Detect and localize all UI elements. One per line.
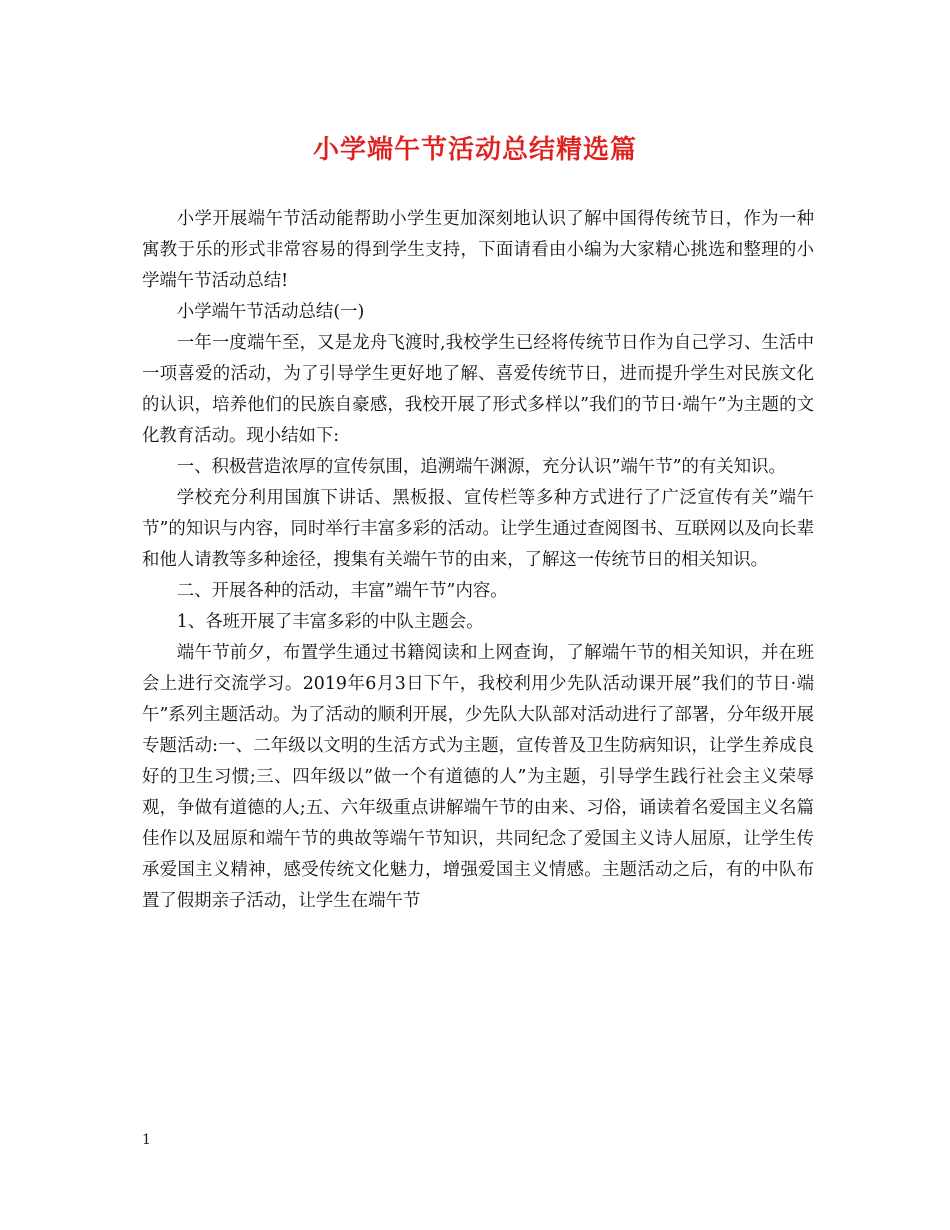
subheading-two: 二、开展各种的活动，丰富”端午节”内容。 [176,581,508,601]
document-body [142,204,814,917]
intro-paragraph: 小学开展端午节活动能帮助小学生更加深刻地认识了解中国得传统节日，作为一种寓教于乐的形式非常容易的得到学生支持，下面请看由小编为大家精心挑选和整理的小学端午节活动总结! [142,209,814,291]
body-paragraph: 学校充分利用国旗下讲话、黑板报、宣传栏等多种方式进行了广泛宣传有关”端午节”的知识与内容，同时举行丰富多彩的活动。让学生通过查阅图书、互联网以及向长辈和他人请教等多种途径，搜集有关端午节的由来，了解这一传统节日的相关知识。 [142,488,814,570]
subheading-one: 一、积极营造浓厚的宣传氛围，追溯端午渊源，充分认识”端午节”的有关知识。 [176,457,786,477]
body-paragraph: 一年一度端午至，又是龙舟飞渡时,我校学生已经将传统节日作为自己学习、生活中一项喜爱的活动，为了引导学生更好地了解、喜爱传统节日，进而提升学生对民族文化的认识，培养他们的民族自豪感，我校开展了形式多样以”我们的节日·端午”为主题的文化教育活动。现小结如下: [142,333,814,446]
section-heading: 小学端午节活动总结(一) [176,302,365,322]
list-item-heading: 1、各班开展了丰富多彩的中队主题会。 [176,612,484,632]
document-title: 小学端午节活动总结精选篇 [312,135,637,165]
page-number: 1 [142,1132,151,1148]
body-paragraph: 端午节前夕，布置学生通过书籍阅读和上网查询，了解端午节的相关知识，并在班会上进行交流学习。2019年6月3日下午，我校利用少先队活动课开展”我们的节日·端午”系列主题活动。为了活动的顺利开展，少先队大队部对活动进行了部署，分年级开展专题活动:一、二年级以文明的生活方式为主题，宣传普及卫生防病知识，让学生养成良好的卫生习惯;三、四年级以”做一个有道德的人”为主题，引导学生践行社会主义荣辱观，争做有道德的人;五、六年级重点讲解端午节的由来、习俗，诵读着名爱国主义名篇佳作以及屈原和端午节的典故等端午节知识，共同纪念了爱国主义诗人屈原，让学生传承爱国主义精神，感受传统文化魅力，增强爱国主义情感。主题活动之后，有的中队布置了假期亲子活动，让学生在端午节 [142,643,814,911]
